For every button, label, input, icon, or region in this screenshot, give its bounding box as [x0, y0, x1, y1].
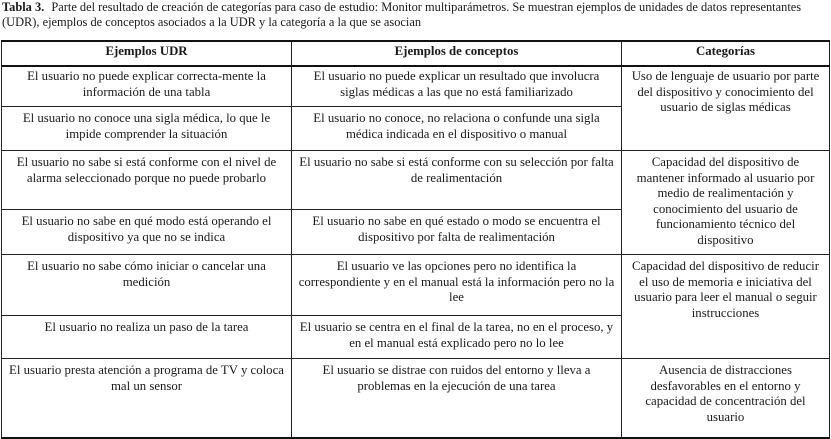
table-caption [2, 0, 828, 30]
concepto-cell: El usuario se centra en el final de la tarea, no en el proceso, y en el manual está explicado pero no lo lee [292, 316, 622, 359]
udr-cell: El usuario no sabe en qué modo está operando el dispositivo ya que no se indica [2, 210, 292, 255]
concepto-cell: El usuario no conoce, no relaciona o confunde una sigla médica indicada en el dispositivo o manual [292, 107, 622, 151]
udr-cell: El usuario no realiza un paso de la tarea [2, 316, 292, 359]
table-row [2, 359, 830, 439]
udr-cell: El usuario no sabe si está conforme con el nivel de alarma seleccionado porque no puede probarlo [2, 151, 292, 210]
categoria-cell: Capacidad del dispositivo de mantener informado al usuario por medio de realimentación y conocimiento del usuario de funcionamiento técnico del dispositivo [622, 151, 830, 255]
concepto-cell: El usuario ve las opciones pero no identifica la correspondiente y en el manual está la información pero no la lee [292, 255, 622, 316]
header-categorias: Categorías [622, 41, 830, 66]
table-row [2, 151, 830, 210]
caption-label: Tabla 3. [2, 0, 45, 14]
udr-cell: El usuario no puede explicar correcta-mente la información de una tabla [2, 66, 292, 107]
categoria-cell: Ausencia de distracciones desfavorables en el entorno y capacidad de concentración del usuario [622, 359, 830, 439]
header-row [2, 41, 830, 66]
header-udr: Ejemplos UDR [2, 41, 292, 66]
categoria-cell: Capacidad del dispositivo de reducir el uso de memoria e iniciativa del usuario para leer el manual o seguir instrucciones [622, 255, 830, 359]
caption-text: Parte del resultado de creación de categorías para caso de estudio: Monitor multiparámetros. Se muestran ejemplos de unidades de datos representantes (UDR), ejemplos de conceptos asociados a la UDR y la categoría a la que se asocian [2, 0, 802, 29]
concepto-cell: El usuario no puede explicar un resultado que involucra siglas médicas a las que no está familiarizado [292, 66, 622, 107]
table-row [2, 255, 830, 316]
concepto-cell: El usuario no sabe si está conforme con su selección por falta de realimentación [292, 151, 622, 210]
udr-cell: El usuario no sabe cómo iniciar o cancelar una medición [2, 255, 292, 316]
concepto-cell: El usuario se distrae con ruidos del entorno y lleva a problemas en la ejecución de una tarea [292, 359, 622, 439]
header-conceptos: Ejemplos de conceptos [292, 41, 622, 66]
table-row [2, 66, 830, 107]
categories-table [1, 40, 830, 439]
udr-cell: El usuario presta atención a programa de TV y coloca mal un sensor [2, 359, 292, 439]
concepto-cell: El usuario no sabe en qué estado o modo se encuentra el dispositivo por falta de realimentación [292, 210, 622, 255]
udr-cell: El usuario no conoce una sigla médica, lo que le impide comprender la situación [2, 107, 292, 151]
categoria-cell: Uso de lenguaje de usuario por parte del dispositivo y conocimiento del usuario de siglas médicas [622, 66, 830, 151]
